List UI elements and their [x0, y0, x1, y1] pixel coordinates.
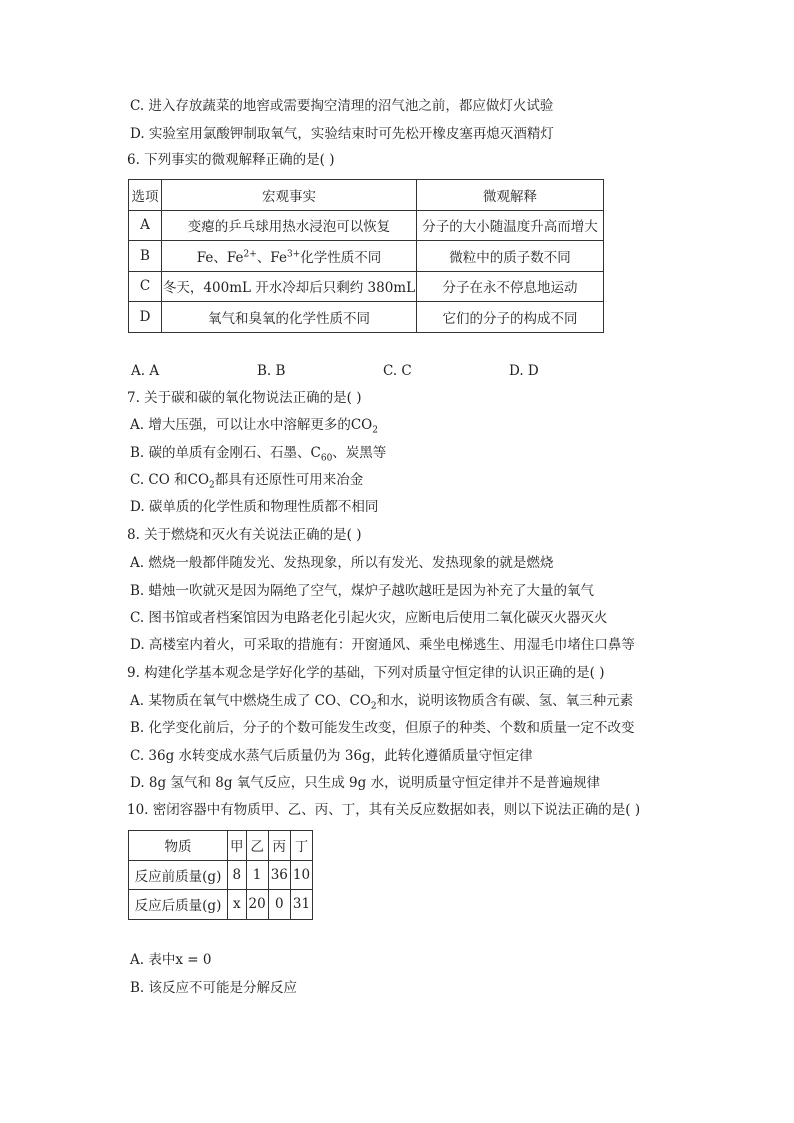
q8-option-c: C. 图书馆或者档案馆因为电路老化引起火灾，应断电后使用二氧化碳灭火器灭火: [130, 610, 608, 626]
table-cell: 氧气和臭氧的化学性质不同: [162, 302, 417, 333]
table-cell: x: [228, 890, 247, 920]
table-cell: 反应前质量(g): [129, 860, 228, 890]
option-text: 、炭黑等: [332, 445, 387, 461]
charge-superscript: 2+: [243, 249, 257, 260]
table-header: 甲: [228, 831, 247, 861]
q7-option-b: [130, 443, 386, 463]
subscript: 2: [209, 480, 215, 491]
q7-option-c: [130, 470, 363, 490]
q7-option-d: D. 碳单质的化学性质和物理性质都不相同: [130, 499, 379, 515]
table-cell: 10: [290, 860, 312, 890]
q9-stem: 9. 构建化学基本观念是学好化学的基础，下列对质量守恒定律的认识正确的是( ): [127, 665, 605, 681]
table-cell: 0: [268, 890, 290, 920]
option-text: 和水，说明该物质含有碳、氢、氧三种元素: [376, 693, 634, 709]
table-header: 丙: [268, 831, 290, 861]
q8-option-d: D. 高楼室内着火，可采取的措施有：开窗通风、乘坐电梯逃生、用湿毛巾堵住口鼻等: [130, 637, 635, 653]
table-row: [129, 210, 604, 241]
table-cell: 8: [228, 860, 247, 890]
table-row: [129, 890, 313, 920]
table-cell: 36: [268, 860, 290, 890]
option-text: A. 增大压强，可以让水中溶解更多的CO: [130, 417, 373, 433]
table-row: [129, 302, 604, 333]
q9-option-c: C. 36g 水转变成水蒸气后质量仍为 36g，此转化遵循质量守恒定律: [130, 748, 533, 764]
fact-text: 化学性质不同: [300, 249, 382, 266]
subscript: 60: [320, 453, 333, 464]
table-cell: 分子的大小随温度升高而增大: [417, 210, 604, 241]
table-header-row: [129, 180, 604, 211]
q8-option-b: B. 蜡烛一吹就灭是因为隔绝了空气，煤炉子越吹越旺是因为补充了大量的氧气: [130, 583, 595, 599]
option-text: A. 某物质在氧气中燃烧生成了 CO、CO: [130, 693, 371, 709]
option-text: 都具有还原性可用来冶金: [214, 472, 364, 488]
table-header: 选项: [129, 180, 162, 211]
table-cell: 变瘪的乒乓球用热水浸泡可以恢复: [162, 210, 417, 241]
q8-option-a: A. 燃烧一般都伴随发光、发热现象，所以有发光、发热现象的就是燃烧: [130, 555, 554, 571]
q7-stem: 7. 关于碳和碳的氧化物说法正确的是( ): [127, 390, 362, 406]
table-cell: 1: [246, 860, 268, 890]
fact-text: Fe、Fe: [196, 249, 244, 266]
q6-option-a: A. A: [131, 363, 160, 379]
table-header: 微观解释: [417, 180, 604, 211]
q6-stem: 6. 下列事实的微观解释正确的是( ): [127, 152, 335, 168]
table-header-row: [129, 831, 313, 861]
table-cell: C: [129, 271, 162, 302]
q10-table: [128, 830, 313, 920]
option-text: C. CO 和CO: [130, 472, 210, 488]
table-cell: 微粒中的质子数不同: [417, 241, 604, 272]
subscript: 2: [372, 425, 378, 436]
table-cell: [162, 241, 417, 272]
table-cell: 冬天，400mL 开水冷却后只剩约 380mL: [162, 271, 417, 302]
q6-option-d: D. D: [509, 363, 539, 379]
q9-option-a: [130, 691, 633, 711]
q5-option-c: C. 进入存放蔬菜的地窖或需要掏空清理的沼气池之前，都应做灯火试验: [130, 98, 554, 114]
table-row: [129, 271, 604, 302]
fact-text: 、Fe: [256, 249, 287, 266]
table-cell: 它们的分子的构成不同: [417, 302, 604, 333]
table-row: [129, 241, 604, 272]
table-header: 丁: [290, 831, 312, 861]
q10-option-a: A. 表中x = 0: [130, 952, 212, 968]
table-cell: 分子在永不停息地运动: [417, 271, 604, 302]
subscript: 2: [370, 701, 377, 712]
q7-option-a: [130, 415, 378, 435]
q6-table: [128, 179, 604, 333]
table-header: 物质: [129, 831, 228, 861]
table-row: [129, 860, 313, 890]
charge-superscript: 3+: [286, 249, 301, 260]
table-cell: B: [129, 241, 162, 272]
q6-option-c: C. C: [383, 363, 412, 379]
q9-option-b: B. 化学变化前后，分子的个数可能发生改变，但原子的种类、个数和质量一定不改变: [130, 720, 635, 736]
table-cell: 反应后质量(g): [129, 890, 228, 920]
q10-option-b: B. 该反应不可能是分解反应: [130, 980, 298, 996]
q6-option-b: B. B: [257, 363, 286, 379]
option-text: B. 碳的单质有金刚石、石墨、C: [130, 445, 321, 461]
table-header: 宏观事实: [162, 180, 417, 211]
q8-stem: 8. 关于燃烧和灭火有关说法正确的是( ): [127, 527, 362, 543]
q10-stem: 10. 密闭容器中有物质甲、乙、丙、丁，其有关反应数据如表，则以下说法正确的是( ): [127, 802, 641, 818]
table-header: 乙: [246, 831, 268, 861]
table-cell: D: [129, 302, 162, 333]
table-cell: 20: [246, 890, 268, 920]
q9-option-d: D. 8g 氢气和 8g 氧气反应，只生成 9g 水，说明质量守恒定律并不是普遍规律: [130, 775, 601, 791]
table-cell: 31: [290, 890, 312, 920]
table-cell: A: [129, 210, 162, 241]
q5-option-d: D. 实验室用氯酸钾制取氧气，实验结束时可先松开橡皮塞再熄灭酒精灯: [130, 126, 554, 142]
